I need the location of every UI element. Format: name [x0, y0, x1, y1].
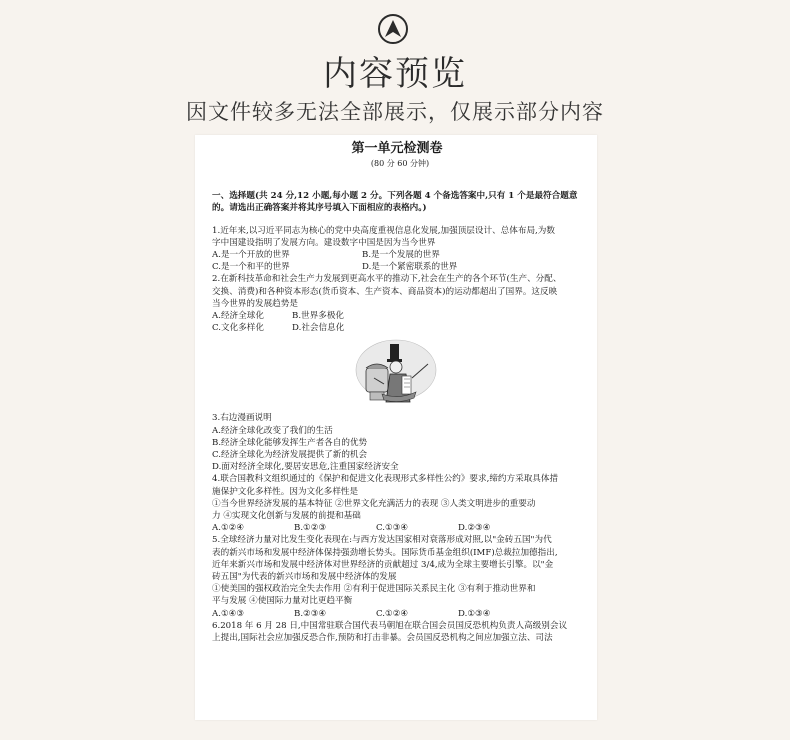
document-meta: (80 分 60 分钟) — [370, 159, 430, 168]
question-1-options-row2 — [212, 261, 582, 273]
question-6-text-cont: 上提出,国际社会应加强反恐合作,预防和打击非暴。会员国反恐机构之间应加强立法、司法 — [212, 633, 553, 644]
question-2-options-row2 — [212, 322, 582, 334]
question-5-statements-cont: 平与发展 ④使国际力量对比更趋平衡 — [212, 596, 353, 607]
question-4-statements-cont: 力 ④实现文化创新与发展的前提和基础 — [212, 511, 361, 522]
option-b: B.①②③ — [294, 523, 327, 534]
question-2-text: 2.在新科技革命和社会生产力发展到更高水平的推动下,社会在生产的各个环节(生产、分配、 — [212, 274, 562, 285]
question-3-option-d: D.面对经济全球化,要居安思危,注重国家经济安全 — [212, 462, 399, 473]
question-4-options — [212, 522, 582, 534]
question-5-text-cont: 表的新兴市场和发展中经济体保持强劲增长势头。国际货币基金组织(IMF)总裁拉加德指出, — [212, 547, 558, 558]
question-2-options-row1 — [212, 310, 582, 322]
cartoon-illustration-icon — [344, 334, 454, 412]
question-6-text: 6.2018 年 6 月 28 日,中国常驻联合国代表马朝旭在联合国会员国反恐机构负责人高级别会议 — [212, 620, 568, 631]
question-5-options — [212, 608, 582, 620]
question-5-text-cont3: 砖五国"为代表的新兴市场和发展中经济体的发展 — [212, 572, 397, 583]
option-b: B.是一个发展的世界 — [362, 250, 440, 261]
option-c: C.文化多样化 — [212, 323, 264, 334]
option-b: B.②③④ — [294, 608, 327, 619]
option-a: A.①④③ — [212, 608, 245, 619]
question-5-text: 5.全球经济力量对比发生变化表现在:与西方发达国家相对衰落形成对照,以"金砖五国"为代 — [212, 535, 552, 546]
page-title: 内容预览 — [323, 54, 467, 94]
question-5-text-cont2: 近年来新兴市场和发展中经济体对世界经济的贡献超过 3/4,成为全球主要增长引擎。以"金 — [212, 559, 554, 570]
question-3-option-c: C.经济全球化为经济发展提供了新的机会 — [212, 450, 368, 461]
option-a: A.经济全球化 — [212, 311, 264, 322]
document-title: 第一单元检测卷 — [351, 141, 443, 156]
question-3-text: 3.右边漫画说明 — [212, 413, 272, 424]
document-content — [212, 140, 582, 644]
option-d: D.是一个紧密联系的世界 — [362, 262, 458, 273]
question-4-statements: ①当今世界经济发展的基本特征 ②世界文化充满活力的表现 ③人类文明进步的重要动 — [212, 498, 536, 509]
option-b: B.世界多极化 — [292, 311, 345, 322]
up-arrow-circle-icon — [378, 14, 408, 44]
question-1-text: 1.近年来,以习近平同志为核心的党中央高度重视信息化发展,加强顶层设计、总体布局,为数 — [212, 225, 555, 236]
option-c: C.①③④ — [376, 523, 409, 534]
question-1-text-cont: 字中国建设指明了发展方向。建设数字中国是因为当今世界 — [212, 237, 436, 248]
question-2-text-cont: 交换、消费)和各种资本形态(货币资本、生产资本、商品资本)的运动都超出了国界。这反映 — [212, 286, 558, 297]
question-4-text-cont: 施保护文化多样性。因为文化多样性是 — [212, 486, 359, 497]
option-d: D.②③④ — [458, 523, 491, 534]
option-d: D.①③④ — [458, 608, 491, 619]
section-heading: 一、选择题(共 24 分,12 小题,每小题 2 分。下列各题 4 个备选答案中,只有 1 个是最符合题意 — [212, 191, 578, 202]
option-a: A.是一个开放的世界 — [212, 250, 290, 261]
option-c: C.是一个和平的世界 — [212, 262, 290, 273]
question-3-option-b: B.经济全球化能够发挥生产者各自的优势 — [212, 437, 368, 448]
question-2-text-cont2: 当今世界的发展趋势是 — [212, 298, 298, 309]
section-heading-cont: 的。请选出正确答案并将其序号填入下面相应的表格内。) — [212, 203, 427, 214]
question-5-statements: ①使美国的强权政治完全失去作用 ②有利于促进国际关系民主化 ③有利于推动世界和 — [212, 584, 536, 595]
option-a: A.①②④ — [212, 523, 245, 534]
question-3-option-a: A.经济全球化改变了我们的生活 — [212, 425, 333, 436]
question-4-text: 4.联合国教科文组织通过的《保护和促进文化表现形式多样性公约》要求,缔约方采取具体措 — [212, 474, 559, 485]
page-subtitle: 因文件较多无法全部展示，仅展示部分内容 — [186, 100, 604, 124]
option-c: C.①②④ — [376, 608, 409, 619]
option-d: D.社会信息化 — [292, 323, 345, 334]
question-1-options-row1 — [212, 249, 582, 261]
